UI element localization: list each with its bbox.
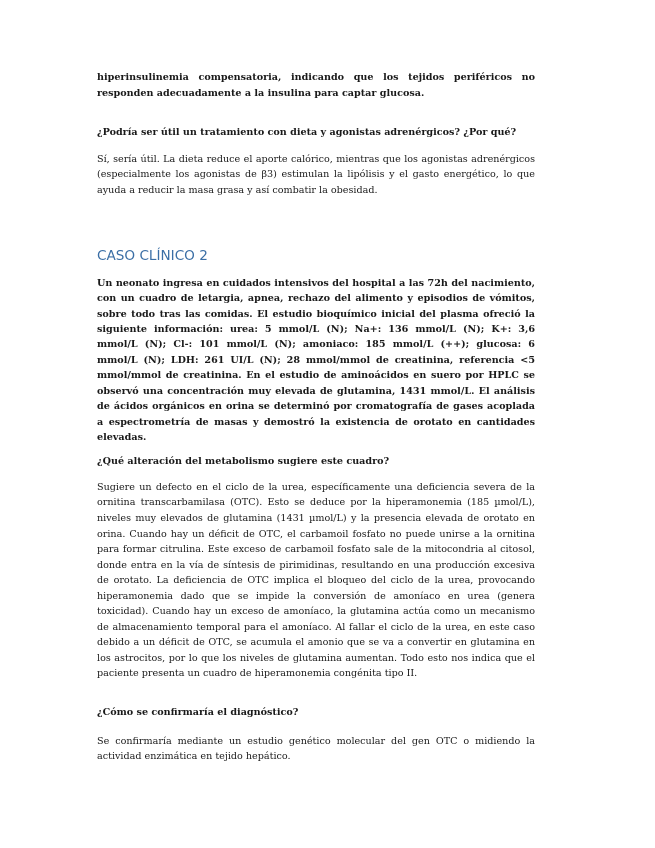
question-3: ¿Cómo se confirmaría el diagnóstico? xyxy=(97,707,299,719)
answer-3: Se confirmaría mediante un estudio genético molecular del gen OTC o midiendo la actividad enzimática en tejido hepático. xyxy=(97,735,535,763)
question-2: ¿Qué alteración del metabolismo sugiere este cuadro? xyxy=(97,456,390,468)
answer-1: Sí, sería útil. La dieta reduce el aporte calórico, mientras que los agonistas adrenérgicos (especialmente los agonistas de β3) estimulan la lipólisis y el gasto energético, lo que ayuda a reducir la masa grasa y así combatir la obesidad. xyxy=(97,153,535,196)
question-1: ¿Podría ser útil un tratamiento con dieta y agonistas adrenérgicos? ¿Por qué? xyxy=(97,127,517,139)
intro-paragraph: hiperinsulinemia compensatoria, indicando que los tejidos periféricos no responden adecuadamente a la insulina para captar glucosa. xyxy=(97,72,535,99)
document-page xyxy=(97,70,535,765)
case-description: Un neonato ingresa en cuidados intensivos del hospital a las 72h del nacimiento, con un cuadro de letargia, apnea, rechazo del alimento y episodios de vómitos, sobre todo tras las comidas. El estudio bioquímico inicial del plasma ofreció la siguiente información: urea: 5 mmol/L (N); Na+: 136 mmol/L (N); K+: 3,6 mmol/L (N); Cl-: 101 mmol/L (N); amoniaco: 185 mmol/L (++); glucosa: 6 mmol/L (N); LDH: 261 UI/L (N); 28 mmol/mmol de creatinina, referencia <5 mmol/mmol de creatinina. En el estudio de aminoácidos en suero por HPLC se observó una concentración muy elevada de glutamina, 1431 mmol/L. El análisis de ácidos orgánicos en orina se determinó por cromatografía de gases acoplada a espectrometría de masas y demostró la existencia de orotato en cantidades elevadas. xyxy=(97,277,535,443)
case-title: CASO CLÍNICO 2 xyxy=(97,247,208,264)
answer-2: Sugiere un defecto en el ciclo de la urea, específicamente una deficiencia severa de la ornitina transcarbamilasa (OTC). Esto se deduce por la hiperamonemia (185 µmol/L), niveles muy elevados de glutamina (1431 µmol/L) y la presencia elevada de orotato en orina. Cuando hay un déficit de OTC, el carbamoil fosfato no puede unirse a la ornitina para formar citrulina. Este exceso de carbamoil fosfato sale de la mitocondria al citosol, donde entra en la vía de síntesis de pirimidinas, resultando en una producción excesiva de orotato. La deficiencia de OTC implica el bloqueo del ciclo de la urea, provocando hiperamonemia dado que se impide la conversión de amoníaco en urea (genera toxicidad). Cuando hay un exceso de amoníaco, la glutamina actúa como un mecanismo de almacenamiento temporal para el amoníaco. Al fallar el ciclo de la urea, en este caso debido a un déficit de OTC, se acumula el amonio que se va a convertir en glutamina en los astrocitos, por lo que los niveles de glutamina aumentan. Todo esto nos indica que el paciente presenta un cuadro de hiperamonemia congénita tipo II. xyxy=(97,481,535,680)
